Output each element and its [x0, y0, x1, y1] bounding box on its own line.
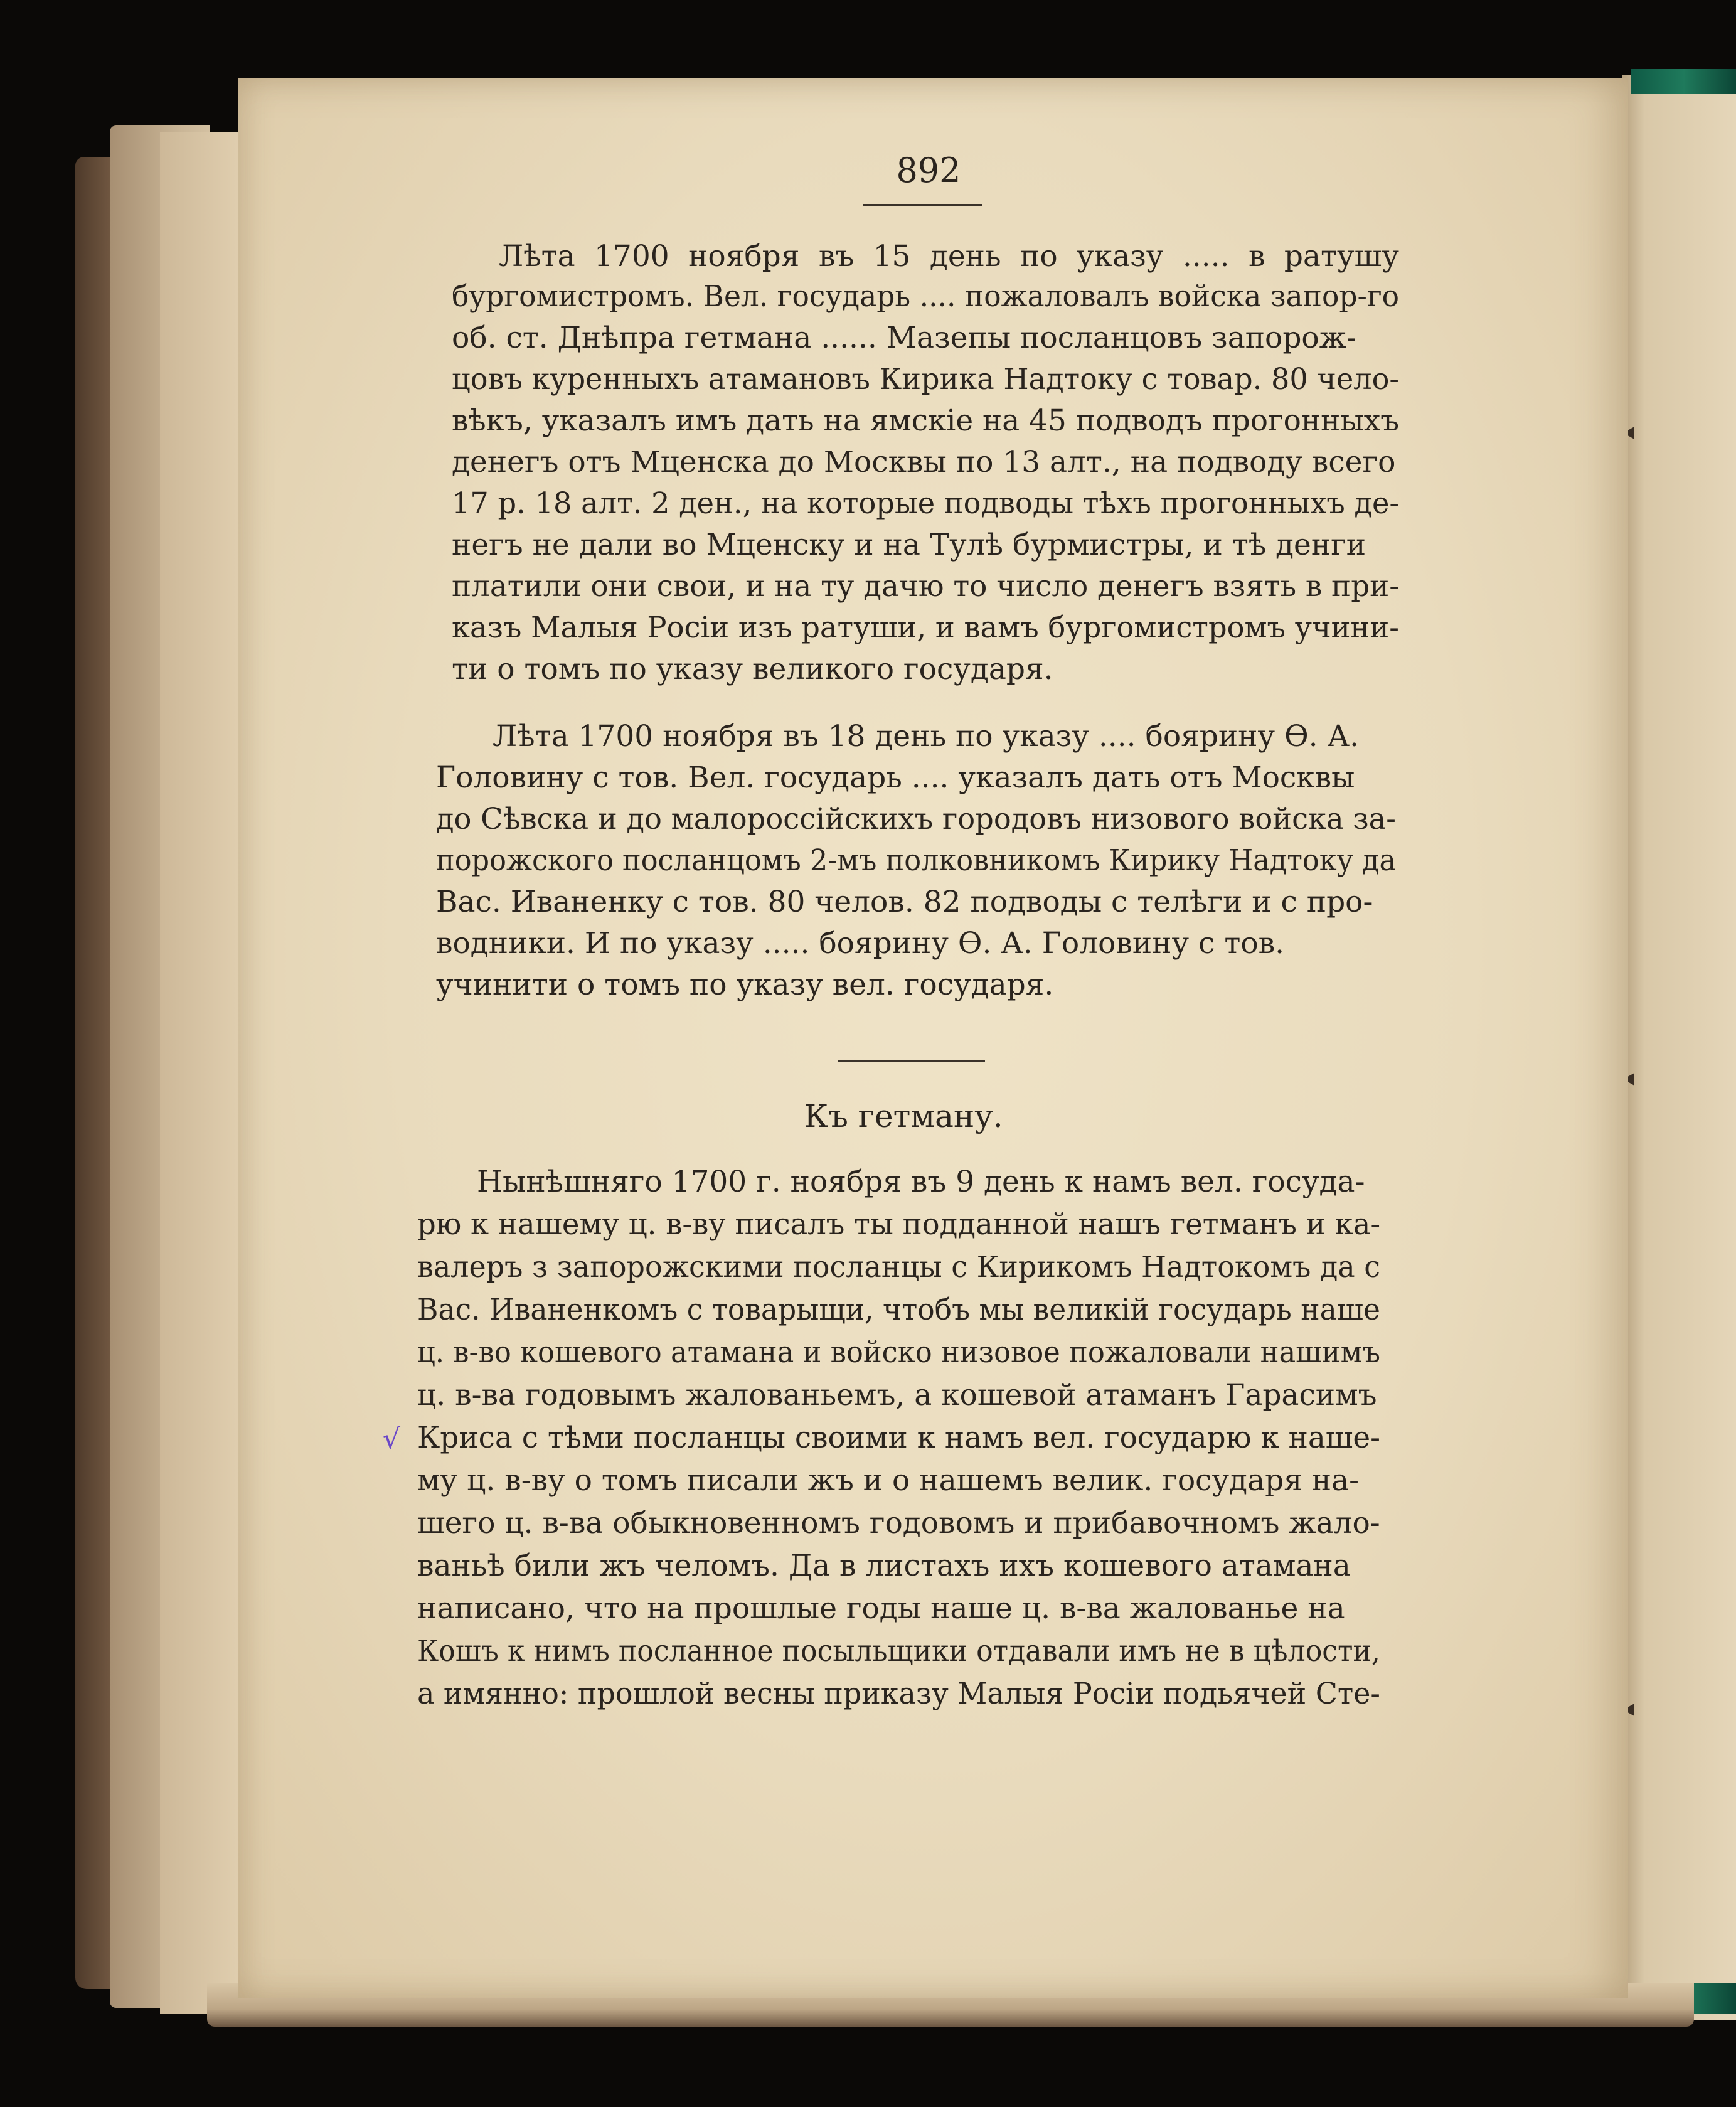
margin-check-mark: √ — [383, 1423, 401, 1455]
text-line: порожского посланцомъ 2-мъ полковникомъ Кирику Надтоку да — [436, 843, 1397, 878]
text-line: об. ст. Днѣпра гетмана ...... Мазепы посланцовъ запорож- — [452, 321, 1356, 355]
page-number-rule — [863, 204, 982, 206]
text-line: платили они свои, и на ту дачю то число денегъ взять в при- — [452, 569, 1400, 604]
text-line: му ц. в-ву о томъ писали жъ и о нашемъ велик. государя на- — [417, 1463, 1360, 1498]
text-line: Головину с тов. Вел. государь .... указалъ дать отъ Москвы — [436, 760, 1355, 795]
text-line: 17 р. 18 алт. 2 ден., на которые подводы тѣхъ прогонныхъ де- — [452, 486, 1400, 521]
text-line: ц. в-во кошевого атамана и войско низовое пожаловали нашимъ — [417, 1335, 1380, 1370]
text-line: Лѣта 1700 ноября въ 15 день по указу ..... в ратушу — [499, 239, 1399, 274]
text-line: Кошъ к нимъ посланное посыльщики отдавали имъ не в цѣлости, — [417, 1634, 1380, 1668]
facing-page-edge — [1622, 75, 1736, 2020]
text-line: написано, что на прошлые годы наше ц. в-ва жалованье на — [417, 1591, 1345, 1626]
paragraph-1 — [452, 239, 1400, 706]
paragraph-2 — [436, 719, 1397, 1016]
text-line: Лѣта 1700 ноября въ 18 день по указу .... боярину Ѳ. А. — [493, 719, 1360, 754]
text-line: валеръ з запорожскими посланцы с Кирикомъ Надтокомъ да с — [417, 1250, 1381, 1284]
text-line: ваньѣ били жъ челомъ. Да в листахъ ихъ кошевого атамана — [417, 1549, 1351, 1583]
text-line: ти о томъ по указу великого государя. — [452, 652, 1053, 686]
text-line: рю к нашему ц. в-ву писалъ ты подданной нашъ гетманъ и ка- — [417, 1207, 1381, 1242]
paragraph-3 — [417, 1167, 1380, 1732]
text-line: ц. в-ва годовымъ жалованьемъ, а кошевой атаманъ Гарасимъ — [417, 1378, 1377, 1412]
section-heading: Къ гетману. — [804, 1098, 1003, 1134]
text-line: Криса с тѣми посланцы своими к намъ вел. государю к наше- — [417, 1421, 1381, 1455]
text-line: Вас. Иваненкомъ с товарыщи, чтобъ мы великій государь наше — [417, 1293, 1381, 1327]
text-line: а имянно: прошлой весны приказу Малыя Росіи подьячей Сте- — [417, 1677, 1380, 1711]
text-line: шего ц. в-ва обыкновенномъ годовомъ и прибавочномъ жало- — [417, 1506, 1380, 1540]
text-line: водники. И по указу ..... боярину Ѳ. А. Головину с тов. — [436, 926, 1285, 961]
page-number: 892 — [896, 151, 961, 190]
text-line: негъ не дали во Мценску и на Тулѣ бурмистры, и тѣ денги — [452, 528, 1366, 562]
green-binding-cloth-top — [1631, 69, 1736, 94]
text-line: бургомистромъ. Вел. государь .... пожаловалъ войска запор-го — [452, 279, 1400, 314]
text-line: учинити о томъ по указу вел. государя. — [436, 968, 1054, 1002]
text-line: казъ Малыя Росіи изъ ратуши, и вамъ бургомистромъ учини- — [452, 611, 1399, 645]
text-line: Нынѣшняго 1700 г. ноября въ 9 день к намъ вел. госуда- — [477, 1165, 1365, 1199]
section-divider — [838, 1060, 985, 1062]
text-line: до Сѣвска и до малороссійскихъ городовъ низового войска за- — [436, 802, 1396, 836]
text-line: денегъ отъ Мценска до Москвы по 13 алт., на подводу всего — [452, 445, 1396, 479]
text-line: Вас. Иваненку с тов. 80 челов. 82 подводы с телѣги и с про- — [436, 885, 1373, 919]
text-line: цовъ куренныхъ атамановъ Кирика Надтоку с товар. 80 чело- — [452, 362, 1399, 397]
text-line: вѣкъ, указалъ имъ дать на ямскіе на 45 подводъ прогонныхъ — [452, 403, 1400, 438]
